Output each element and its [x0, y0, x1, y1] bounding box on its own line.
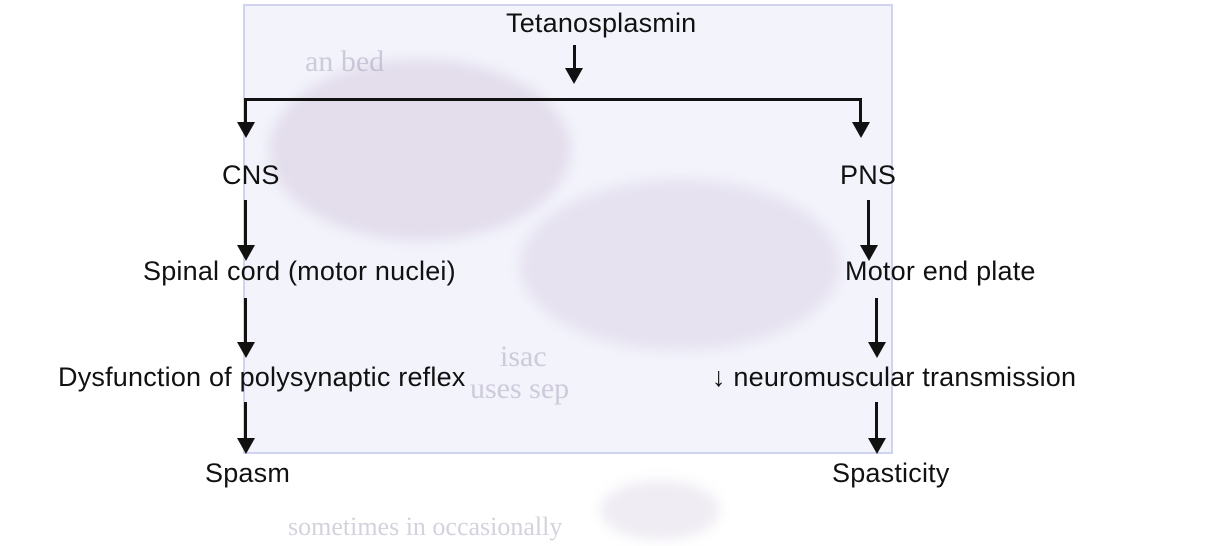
- connector-pns-to-motor-end-plate: [867, 200, 870, 250]
- arrowhead-cns: [237, 122, 255, 138]
- faint-text-artifact: an bed: [305, 45, 385, 78]
- node-spasticity: Spasticity: [832, 458, 950, 488]
- arrowhead-root: [565, 68, 583, 84]
- arrowhead-dysfunction: [237, 342, 255, 358]
- arrowhead-spasticity: [868, 438, 886, 454]
- node-root: Tetanosplasmin: [506, 8, 697, 38]
- faint-text-artifact: isac: [500, 340, 547, 373]
- arrowhead-pns: [852, 122, 870, 138]
- node-motor-end-plate: Motor end plate: [845, 256, 1036, 286]
- node-pns: PNS: [840, 160, 897, 190]
- connector-cns-to-spinal: [244, 200, 247, 250]
- node-spinal-cord: Spinal cord (motor nuclei): [143, 256, 456, 286]
- connector-motor-to-neuromuscular: [875, 298, 878, 346]
- faint-text-artifact: sometimes in occasionally: [288, 512, 563, 541]
- connector-spinal-to-dysfunction: [244, 298, 247, 346]
- node-dysfunction: Dysfunction of polysynaptic reflex: [58, 362, 466, 392]
- scan-blob-artifact: [600, 480, 720, 540]
- node-cns: CNS: [222, 160, 280, 190]
- arrowhead-spasm: [237, 438, 255, 454]
- faint-text-artifact: uses sep: [470, 372, 570, 405]
- node-neuromuscular-transmission: ↓ neuromuscular transmission: [712, 362, 1077, 392]
- arrowhead-neuromuscular: [868, 342, 886, 358]
- node-spasm: Spasm: [205, 458, 291, 488]
- connector-split-bar: [244, 98, 862, 101]
